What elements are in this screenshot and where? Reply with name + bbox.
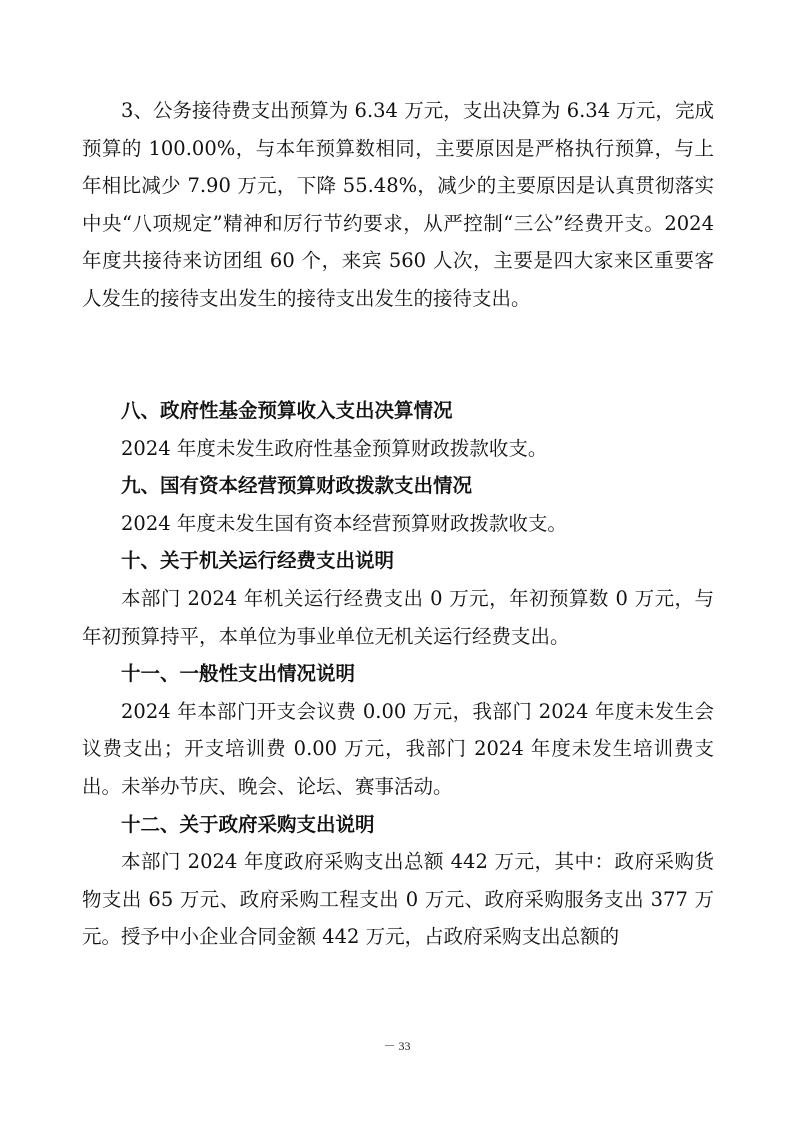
reception-expense-paragraph: 3、公务接待费支出预算为 6.34 万元，支出决算为 6.34 万元，完成预算的 100.00%，与本年预算数相同，主要原因是严格执行预算，与上年相比减少 7.90 万元，下降 55.48%，减少的主要原因是认真贯彻落实中央“八项规定”精神和厉行节约要求，从严控制“三公”经费开支。2024 年度共接待来访团组 60 个，来宾 560 人次，主要是四大家来区重要客人发生的接待支出发生的接待支出发生的接待支出。 bbox=[82, 99, 714, 310]
state-capital-paragraph: 2024 年度未发生国有资本经营预算财政拨款收支。 bbox=[121, 511, 567, 535]
section-heading-general-expense: 十一、一般性支出情况说明 bbox=[121, 662, 356, 686]
section-heading-state-capital: 九、国有资本经营预算财政拨款支出情况 bbox=[121, 474, 473, 498]
general-expense-paragraph: 2024 年本部门开支会议费 0.00 万元，我部门 2024 年度未发生会议费支出；开支培训费 0.00 万元，我部门 2024 年度未发生培训费支出。未举办节庆、晚会、论坛、赛事活动。 bbox=[82, 699, 714, 798]
procurement-paragraph: 本部门 2024 年度政府采购支出总额 442 万元，其中：政府采购货物支出 65 万元、政府采购工程支出 0 万元、政府采购服务支出 377 万元。授予中小企业合同金额 442 万元，占政府采购支出总额的 bbox=[82, 850, 714, 949]
org-running-paragraph: 本部门 2024 年机关运行经费支出 0 万元，年初预算数 0 万元，与年初预算持平，本单位为事业单位无机关运行经费支出。 bbox=[82, 586, 714, 648]
section-heading-procurement: 十二、关于政府采购支出说明 bbox=[121, 812, 375, 836]
document-body bbox=[82, 92, 714, 956]
page-number: － 33 bbox=[383, 1039, 411, 1053]
section-heading-gov-fund: 八、政府性基金预算收入支出决算情况 bbox=[121, 399, 453, 422]
section-heading-org-running: 十、关于机关运行经费支出说明 bbox=[121, 549, 395, 573]
gov-fund-paragraph: 2024 年度未发生政府性基金预算财政拨款收支。 bbox=[121, 436, 548, 460]
